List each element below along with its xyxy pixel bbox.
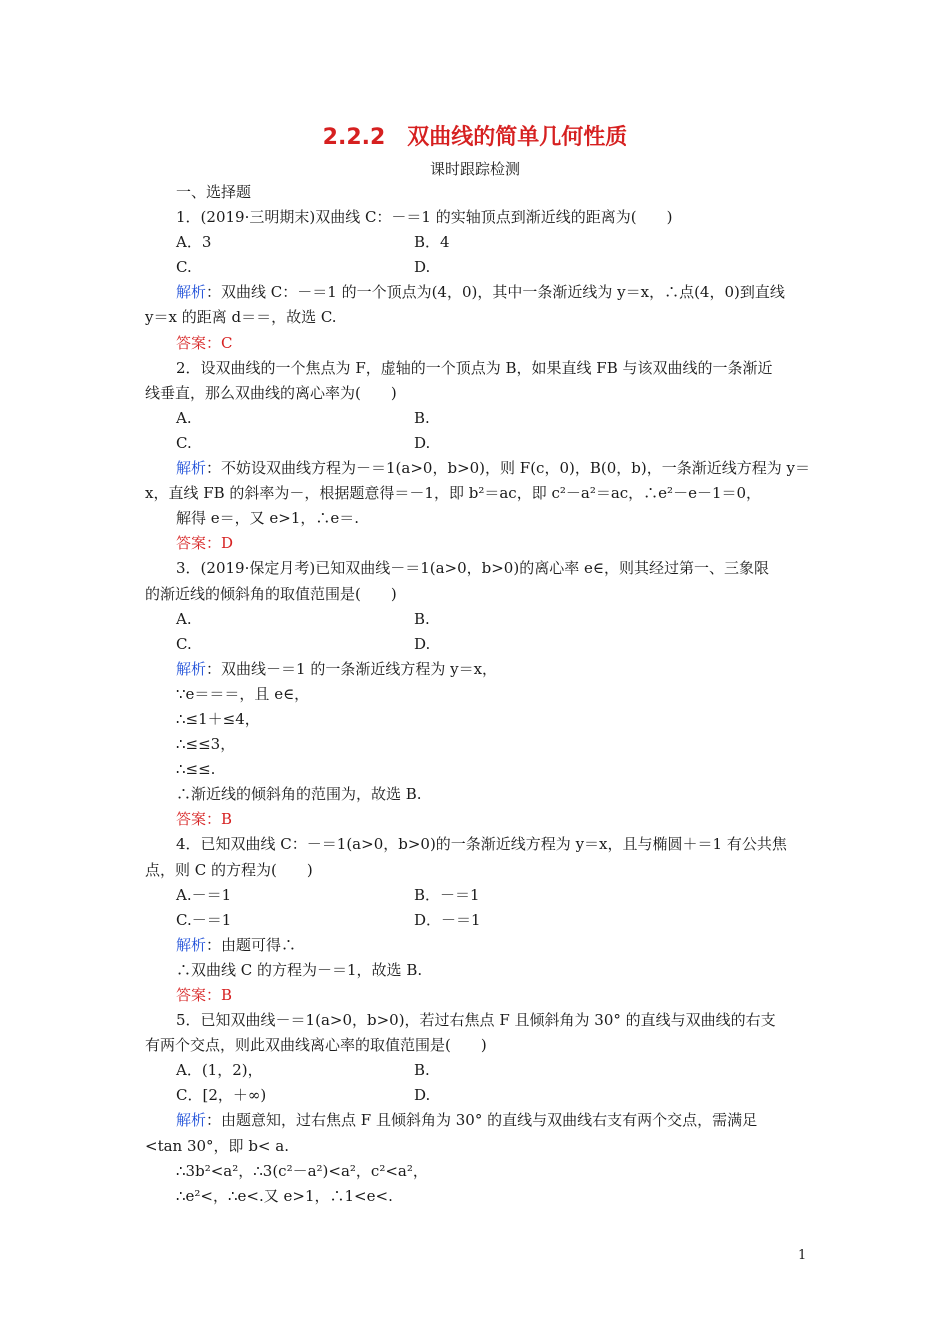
q3-solution-label: 解析 — [176, 659, 207, 678]
q5-solution-label: 解析 — [176, 1111, 207, 1130]
q3-solution-line5: ∴≤≤. — [176, 760, 216, 779]
q4-option-b: B．－＝1 — [414, 885, 480, 904]
q2-solution-line1 — [145, 456, 810, 481]
q5-solution-line2: <tan 30°，即 b< a. — [145, 1136, 289, 1155]
page-title: 2.2.2 双曲线的简单几何性质 — [322, 125, 628, 150]
q3-solution-line2: ∵e＝＝＝，且 e∈， — [176, 684, 310, 703]
q4-options-row2 — [145, 908, 810, 933]
q3-solution-line1 — [145, 657, 810, 682]
q5-options-row1 — [145, 1058, 810, 1083]
q5-solution-text1: ：由题意知，过右焦点 F 且倾斜角为 30° 的直线与双曲线右支有两个交点，需满足 — [206, 1111, 758, 1130]
section-heading: 一、选择题 — [176, 183, 252, 201]
q5-option-d: D. — [414, 1086, 431, 1105]
q2-stem-line2: 线垂直，那么双曲线的离心率为( ) — [145, 383, 397, 402]
q1-solution-label: 解析 — [176, 283, 207, 302]
q5-options-row2 — [145, 1083, 810, 1108]
q4-options-row1 — [145, 883, 810, 908]
q1-stem: 1．(2019·三明期末)双曲线 C：－＝1 的实轴顶点到渐近线的距离为( ) — [176, 208, 673, 227]
q4-solution-line2: ∴双曲线 C 的方程为－＝1，故选 B. — [176, 960, 423, 979]
q2-solution-line2: x，直线 FB 的斜率为－，根据题意得＝－1，即 b²＝ac，即 c²－a²＝ac，∴e²－e－1＝0， — [145, 484, 762, 503]
q1-solution-line1 — [145, 280, 810, 305]
q3-options-row2 — [145, 632, 810, 657]
q2-options-row1 — [145, 406, 810, 431]
q1-solution-line2: y＝x 的距离 d＝＝，故选 C. — [145, 308, 337, 327]
q2-option-b: B. — [414, 408, 430, 427]
q1-option-b: B．4 — [414, 233, 450, 252]
page-number: 1 — [798, 1248, 807, 1263]
q3-options-row1 — [145, 607, 810, 632]
q4-option-a: A.－＝1 — [176, 885, 232, 904]
document-content — [145, 180, 810, 1209]
q2-stem-line1: 2．设双曲线的一个焦点为 F，虚轴的一个顶点为 B，如果直线 FB 与该双曲线的一条渐近 — [176, 358, 773, 377]
q2-option-a: A. — [176, 408, 192, 427]
q4-option-c: C.－＝1 — [176, 910, 232, 929]
q5-stem-line1: 5．已知双曲线－＝1(a>0，b>0)，若过右焦点 F 且倾斜角为 30° 的直线与双曲线的右支 — [176, 1011, 776, 1030]
q3-solution-text1: ：双曲线－＝1 的一条渐近线方程为 y＝x， — [206, 659, 498, 678]
q2-option-c: C. — [176, 433, 192, 452]
q1-option-d: D. — [414, 258, 431, 277]
q4-stem-line2: 点，则 C 的方程为( ) — [145, 860, 313, 879]
q1-answer: 答案：C — [176, 333, 233, 352]
q3-option-d: D. — [414, 634, 431, 653]
q1-option-c: C. — [176, 258, 192, 277]
q5-solution-line3: ∴3b²<a²，∴3(c²－a²)<a²，c²<a²， — [176, 1161, 428, 1180]
q5-option-b: B. — [414, 1061, 430, 1080]
q4-answer: 答案：B — [176, 986, 233, 1004]
page-subtitle: 课时跟踪检测 — [429, 160, 520, 178]
q2-solution-text1: ：不妨设双曲线方程为－＝1(a>0，b>0)，则 F(c，0)，B(0，b)，一条渐近线方程为 y＝ — [206, 459, 810, 478]
q3-solution-line3: ∴≤1＋≤4， — [176, 709, 260, 728]
q3-solution-line4: ∴≤≤3， — [176, 735, 236, 754]
q5-option-c: C．[2，＋∞) — [176, 1086, 267, 1105]
q2-option-d: D. — [414, 433, 431, 452]
q3-answer: 答案：B — [176, 810, 233, 829]
q2-answer: 答案：D — [176, 534, 234, 553]
q1-solution-text1: ：双曲线 C：－＝1 的一个顶点为(4，0)，其中一条渐近线为 y＝x，∴点(4，0)到直线 — [206, 283, 785, 302]
q2-options-row2 — [145, 431, 810, 456]
q1-options-row1 — [145, 230, 810, 255]
q3-option-b: B. — [414, 609, 430, 628]
q1-options-row2 — [145, 255, 810, 280]
q2-solution-line3: 解得 e＝，又 e>1，∴e＝. — [176, 509, 360, 528]
q1-option-a: A．3 — [176, 233, 212, 252]
q3-option-a: A. — [176, 609, 192, 628]
q4-solution-label: 解析 — [176, 935, 207, 954]
q4-option-d: D．－＝1 — [414, 910, 481, 929]
q3-stem-line1: 3．(2019·保定月考)已知双曲线－＝1(a>0，b>0)的离心率 e∈，则其经过第一、三象限 — [176, 559, 769, 578]
q4-solution-text1: ：由题可得∴ — [206, 935, 297, 954]
q5-solution-line4: ∴e²<，∴e<.又 e>1，∴1<e<. — [176, 1186, 393, 1205]
q3-solution-line6: ∴渐近线的倾斜角的范围为，故选 B. — [176, 785, 422, 804]
q4-stem-line1: 4．已知双曲线 C：－＝1(a>0，b>0)的一条渐近线方程为 y＝x，且与椭圆＋＝1 有公共焦 — [176, 835, 787, 854]
q2-solution-label: 解析 — [176, 459, 207, 478]
q5-stem-line2: 有两个交点，则此双曲线离心率的取值范围是( ) — [145, 1036, 487, 1055]
q5-option-a: A．(1，2)， — [176, 1061, 263, 1080]
q3-stem-line2: 的渐近线的倾斜角的取值范围是( ) — [145, 584, 397, 603]
q4-solution-line1 — [145, 933, 810, 958]
q5-solution-line1 — [145, 1108, 810, 1133]
q3-option-c: C. — [176, 634, 192, 653]
